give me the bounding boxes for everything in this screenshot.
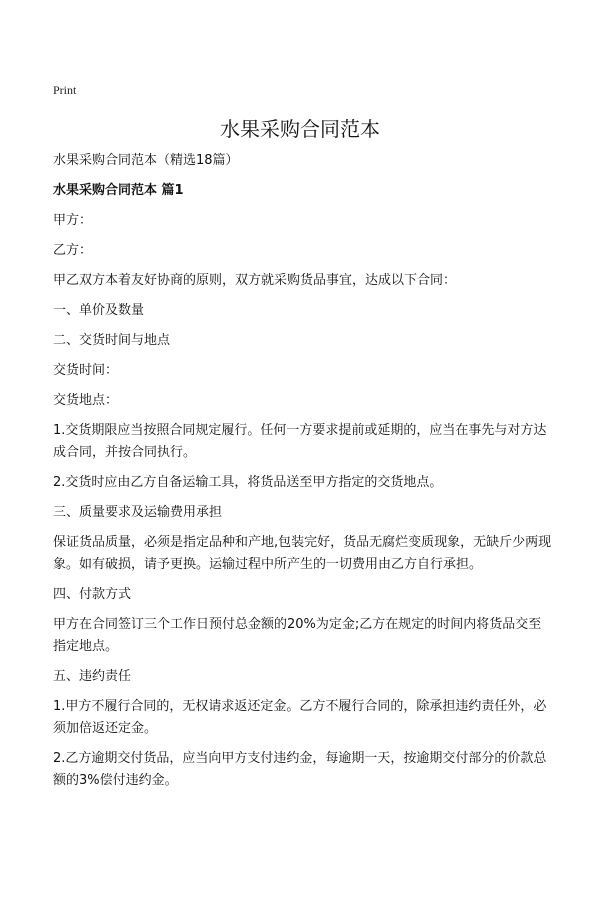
print-link[interactable]: Print (53, 83, 77, 97)
delivery-time-line: 交货时间： (53, 363, 119, 378)
document-subtitle: 水果采购合同范本（精选18篇） (53, 153, 239, 168)
clause-heading-payment: 四、付款方式 (53, 587, 132, 602)
delivery-item-1: 1.交货期限应当按照合同规定履行。任何一方要求提前或延期的，应当在事先与对方达成合同，并按合同执行。 (53, 423, 547, 460)
delivery-item-2: 2.交货时应由乙方自备运输工具，将货品送至甲方指定的交货地点。 (53, 475, 443, 490)
delivery-place-line: 交货地点： (53, 393, 119, 408)
clause-heading-quality: 三、质量要求及运输费用承担 (53, 505, 223, 520)
party-a-line: 甲方： (53, 213, 93, 228)
breach-item-1: 1.甲方不履行合同的，无权请求返还定金。乙方不履行合同的，除承担违约责任外，必须加倍返还定金。 (53, 699, 547, 736)
document-title: 水果采购合同范本 (220, 117, 380, 141)
clause-heading-breach: 五、违约责任 (53, 669, 132, 684)
section-heading: 水果采购合同范本 篇1 (53, 183, 184, 198)
clause-heading-delivery: 二、交货时间与地点 (53, 333, 171, 348)
payment-paragraph: 甲方在合同签订三个工作日预付总金额的20%为定金;乙方在规定的时间内将货品交至指定地点。 (53, 617, 542, 654)
breach-item-2: 2.乙方逾期交付货品，应当向甲方支付违约金，每逾期一天，按逾期交付部分的价款总额的3%偿付违约金。 (53, 751, 547, 788)
intro-paragraph: 甲乙双方本着友好协商的原则，双方就采购货品事宜，达成以下合同： (53, 273, 457, 288)
party-b-line: 乙方： (53, 243, 93, 258)
quality-paragraph: 保证货品质量，必须是指定品种和产地,包装完好，货品无腐烂变质现象，无缺斤少两现象。如有破损，请予更换。运输过程中所产生的一切费用由乙方自行承担。 (53, 535, 552, 572)
clause-heading-price: 一、单价及数量 (53, 303, 145, 318)
document-body (53, 150, 553, 800)
